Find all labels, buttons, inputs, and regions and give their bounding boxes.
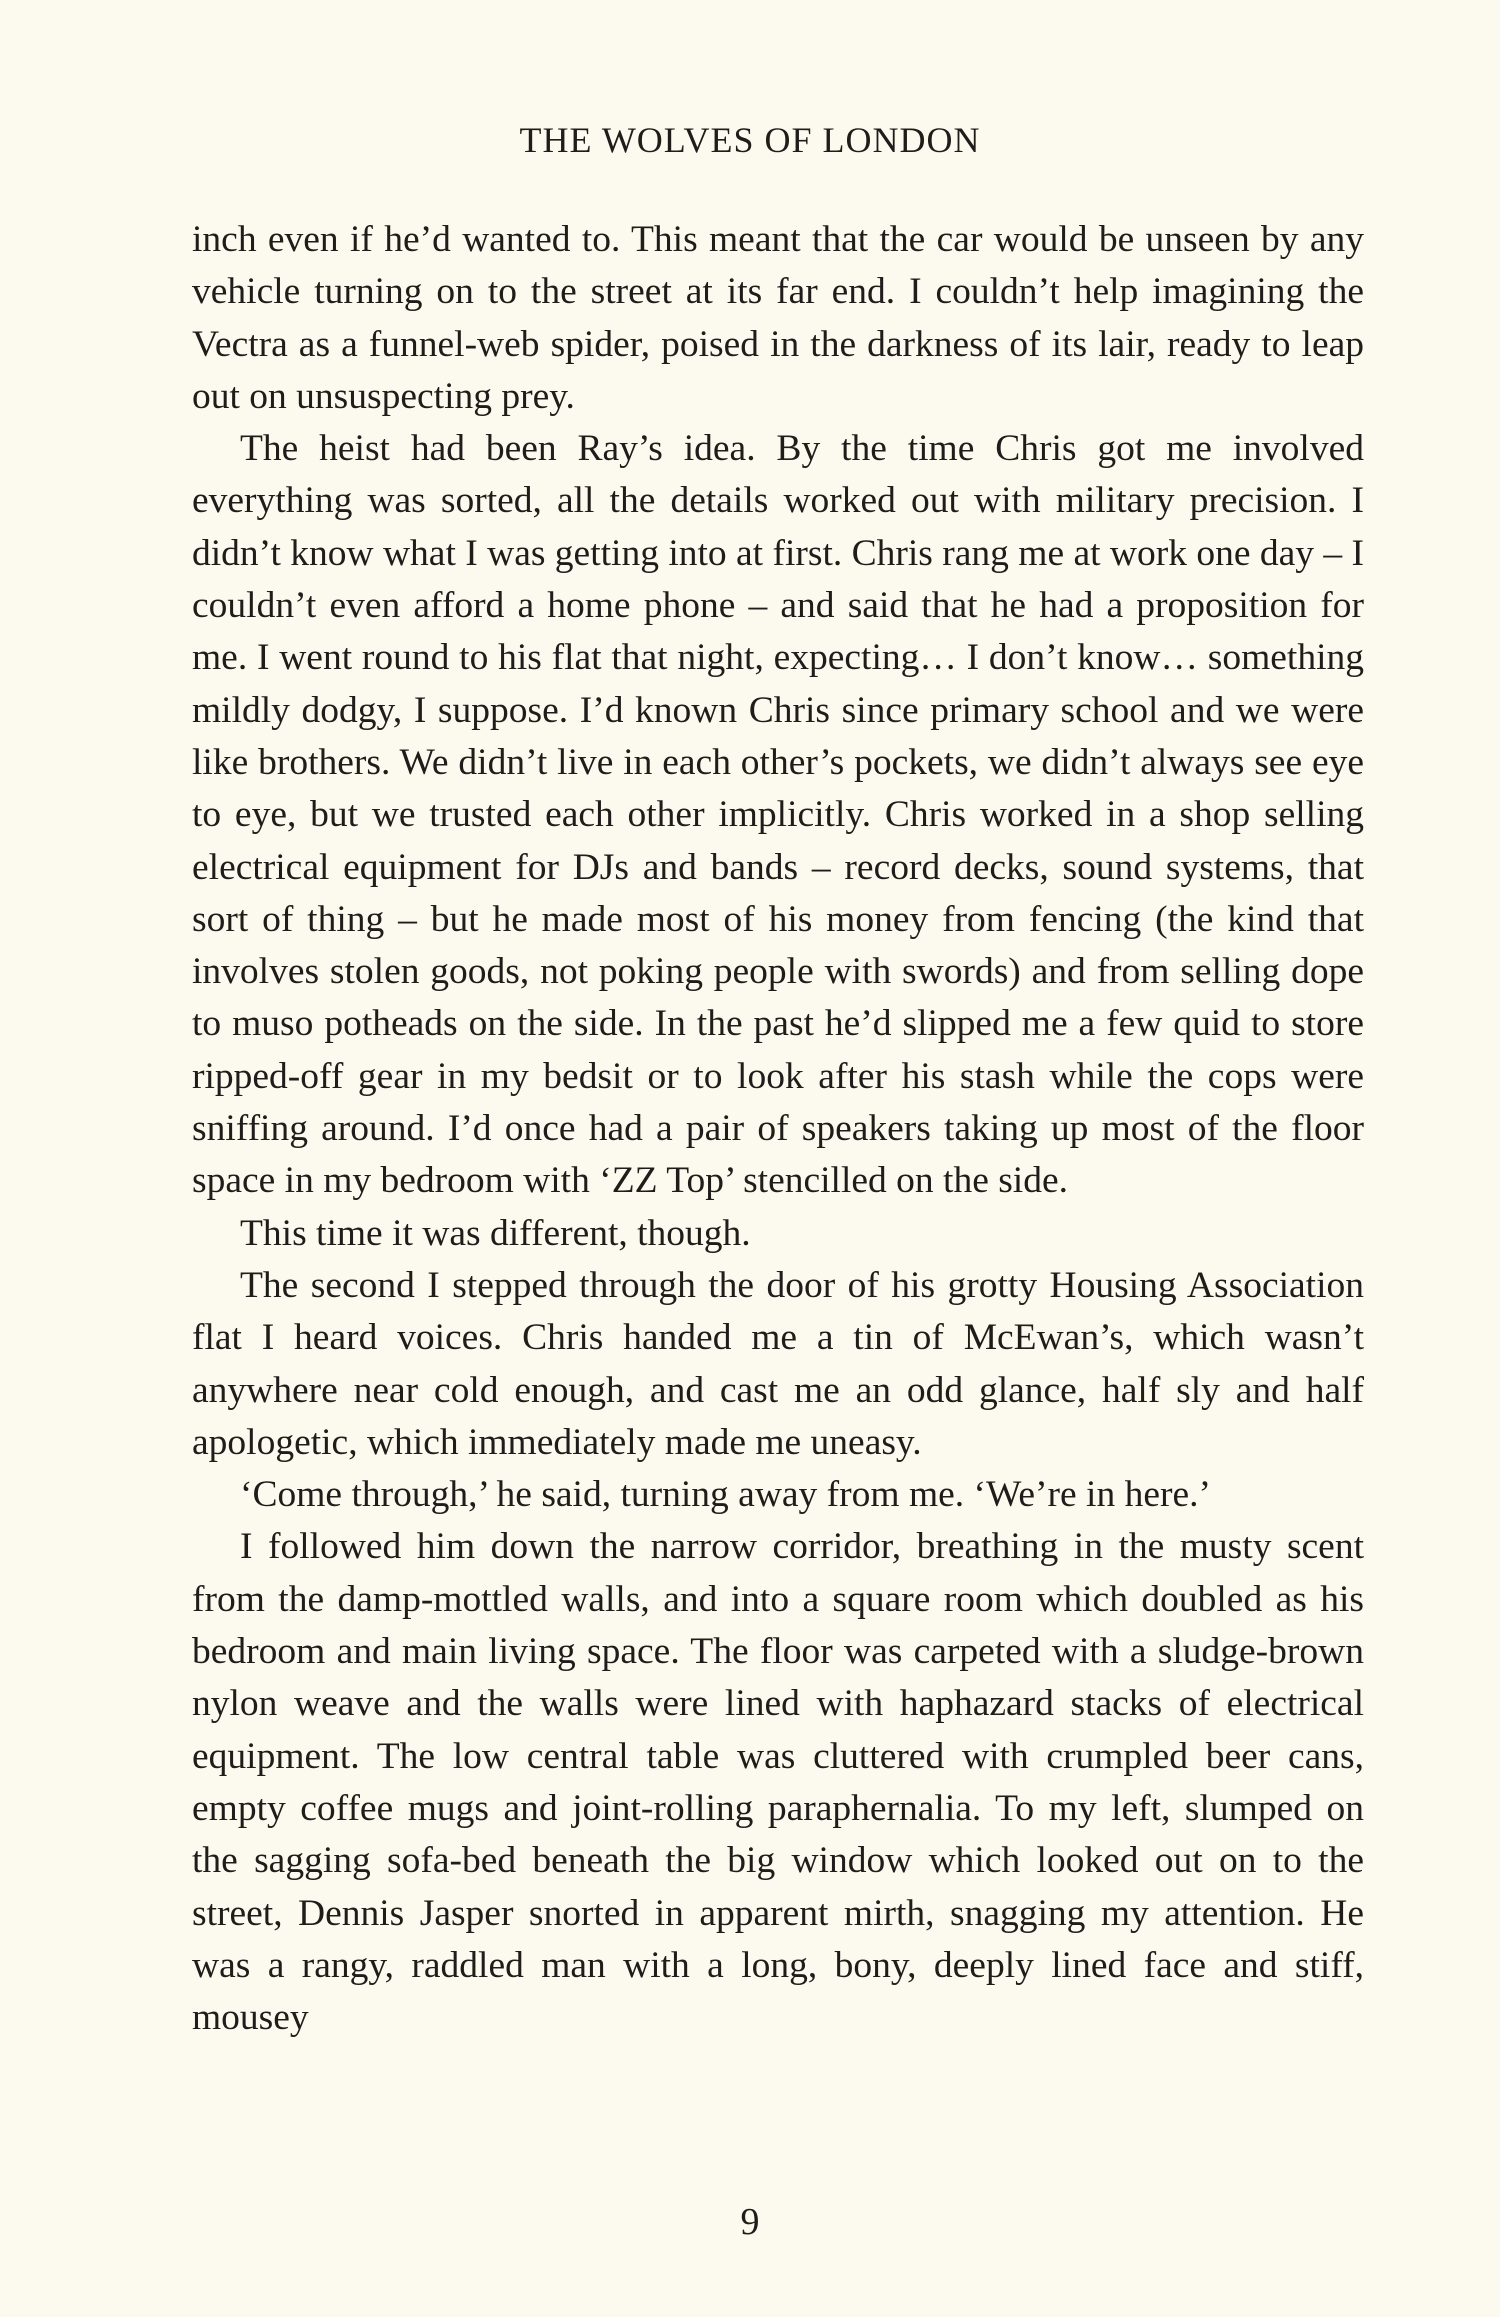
paragraph: This time it was different, though.: [240, 1212, 751, 1254]
paragraph: The heist had been Ray’s idea. By the time Chris got me involved everything was sorted, all the details worked out with military precision. I didn’t know what I was getting into at first. Chris rang me at work one day – I couldn’t even afford a home phone – and said that he had a proposition for me. I went round to his flat that night, expecting… I don’t know… something mildly dodgy, I suppose. I’d known Chris since primary school and we were like brothers. We didn’t live in each other’s pockets, we didn’t always see eye to eye, but we trusted each other implicitly. Chris worked in a shop selling electrical equipment for DJs and bands – record decks, sound systems, that sort of thing – but he made most of his money from fencing (the kind that involves stolen goods, not poking people with swords) and from selling dope to muso potheads on the side. In the past he’d slipped me a few quid to store ripped-off gear in my bedsit or to look after his stash while the cops were sniffing around. I’d once had a pair of speakers taking up most of the floor space in my bedroom with ‘ZZ Top’ stencilled on the side.: [192, 428, 1365, 1202]
paragraph: inch even if he’d wanted to. This meant that the car would be unseen by any vehicle turning on to the street at its far end. I couldn’t help imagining the Vectra as a funnel-web spider, poised in the darkness of its lair, ready to leap out on unsuspecting prey.: [192, 219, 1364, 417]
paragraph: The second I stepped through the door of his grotty Housing Association flat I heard voices. Chris handed me a tin of McEwan’s, which wasn’t anywhere near cold enough, and cast me an odd glance, half sly and half apologetic, which immediately made me uneasy.: [192, 1264, 1364, 1463]
page-number: 9: [740, 2201, 760, 2243]
paragraph: ‘Come through,’ he said, turning away from me. ‘We’re in here.’: [240, 1474, 1211, 1516]
paragraph: I followed him down the narrow corridor, breathing in the musty scent from the damp-mottled walls, and into a square room which doubled as his bedroom and main living space. The floor was carpeted with a sludge-brown nylon weave and the walls were lined with haphazard stacks of electrical equipment. The low central table was cluttered with crumpled beer cans, empty coffee mugs and joint-rolling paraphernalia. To my left, slumped on the sagging sofa-bed beneath the big window which looked out on to the street, Dennis Jasper snorted in apparent mirth, snagging my attention. He was a rangy, raddled man with a long, bony, deeply lined face and stiff, mousey: [192, 1526, 1364, 2039]
running-head: THE WOLVES OF LONDON: [519, 120, 981, 160]
body-text: [192, 214, 1364, 2044]
